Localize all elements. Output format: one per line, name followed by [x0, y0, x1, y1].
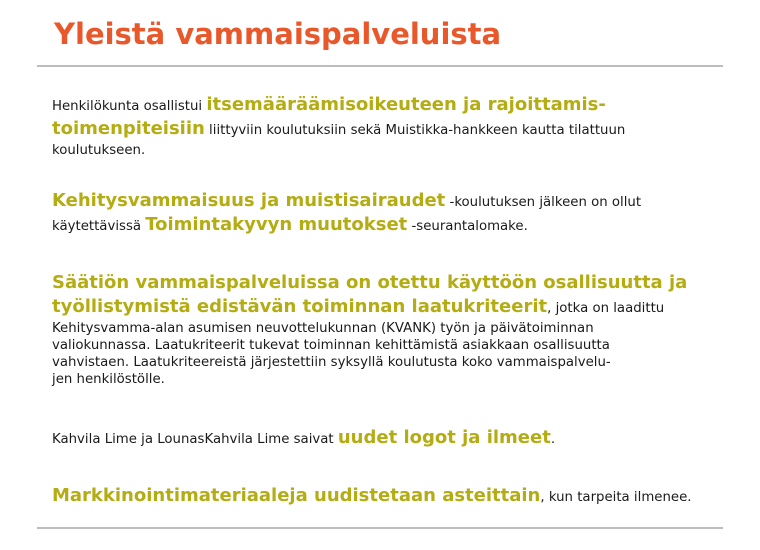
- body-text: Henkilökunta osallistui: [52, 99, 207, 114]
- body-text: vahvistaen. Laatukriteereistä järjestettiin syksyllä koulutusta koko vammaispalvelu-: [52, 355, 611, 370]
- highlight-text: Kehitysvammaisuus ja muistisairaudet: [52, 190, 446, 211]
- highlight-text: Markkinointimateriaaleja uudistetaan asteittain: [52, 485, 541, 506]
- paragraph-line: [52, 320, 722, 337]
- paragraph-line: [52, 371, 722, 388]
- paragraph-line: [52, 94, 722, 118]
- highlight-text: työllistymistä edistävän toiminnan laatukriteerit: [52, 296, 548, 317]
- paragraph-line: [52, 190, 722, 214]
- paragraph-line: [52, 118, 722, 142]
- page-title: Yleistä vammaispalveluista: [54, 17, 502, 51]
- paragraph-line: [52, 354, 722, 371]
- top-divider: [37, 65, 723, 67]
- paragraph-line: [52, 485, 722, 509]
- paragraph-line: [52, 427, 722, 451]
- body-text: .: [550, 432, 556, 447]
- body-text: liittyviin koulutuksiin sekä Muistikka-hankkeen kautta tilattuun: [204, 123, 626, 138]
- body-text: -seurantalomake.: [407, 219, 528, 234]
- body-text: valiokunnassa. Laatukriteerit tukevat toiminnan kehittämistä asiakkaan osallisuutta: [52, 338, 610, 353]
- body-text: käytettävissä: [52, 219, 146, 234]
- paragraph-line: [52, 272, 722, 296]
- body-text: koulutukseen.: [52, 143, 146, 158]
- paragraph-line: [52, 142, 722, 159]
- paragraph-cafe-logos: [52, 427, 722, 451]
- body-text: -koulutuksen jälkeen on ollut: [445, 195, 642, 210]
- highlight-text: uudet logot ja ilmeet: [337, 427, 551, 448]
- paragraph-line: [52, 214, 722, 238]
- body-text: Kehitysvamma-alan asumisen neuvottelukunnan (KVANK) työn ja päivätoiminnan: [52, 321, 594, 336]
- highlight-text: itsemääräämisoikeuteen ja rajoittamis-: [206, 94, 606, 115]
- body-text: Kahvila Lime ja LounasKahvila Lime saivat: [52, 432, 338, 447]
- highlight-text: toimenpiteisiin: [52, 118, 205, 139]
- paragraph-marketing: [52, 485, 722, 509]
- bottom-divider: [37, 527, 723, 529]
- paragraph-line: [52, 337, 722, 354]
- body-text: , kun tarpeita ilmenee.: [540, 490, 692, 505]
- highlight-text: Säätiön vammaispalveluissa on otettu käyttöön osallisuutta ja: [52, 272, 688, 293]
- body-text: jen henkilöstölle.: [52, 372, 165, 387]
- paragraph-training: [52, 94, 722, 159]
- paragraph-line: [52, 296, 722, 320]
- highlight-text: Toimintakyvyn muutokset: [145, 214, 408, 235]
- paragraph-dementia-training: [52, 190, 722, 238]
- body-text: , jotka on laadittu: [547, 301, 665, 316]
- paragraph-quality-criteria: [52, 272, 722, 388]
